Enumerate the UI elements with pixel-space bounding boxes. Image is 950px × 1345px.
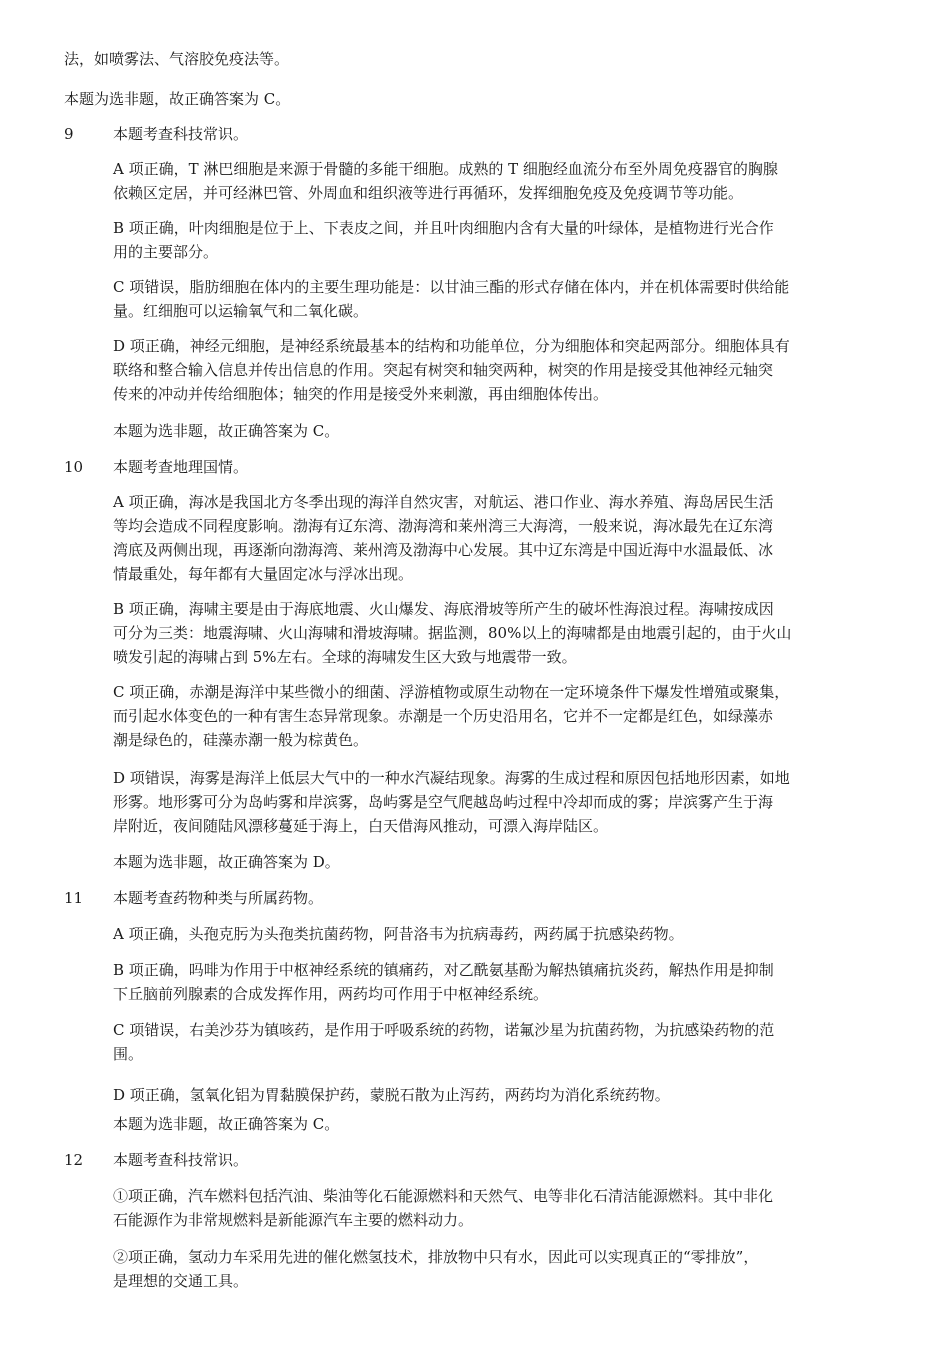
q11-title: 本题考查药物种类与所属药物。 (113, 889, 324, 907)
q11-c-line: 围。 (113, 1045, 144, 1063)
q9-b-line: B 项正确，叶肉细胞是位于上、下表皮之间，并且叶肉细胞内含有大量的叶绿体，是植物进行光合作 (113, 219, 774, 237)
q9-c-line: C 项错误，脂肪细胞在体内的主要生理功能是：以甘油三酯的形式存储在体内，并在机体需要时供给能 (113, 278, 790, 296)
q12-number: 12 (64, 1151, 84, 1169)
q10-a-line: 湾底及两侧出现，再逐渐向渤海湾、莱州湾及渤海中心发展。其中辽东湾是中国近海中水温最低、冰 (113, 541, 774, 559)
q11-number: 11 (64, 889, 84, 907)
q12-option1-line: ①项正确，汽车燃料包括汽油、柴油等化石能源燃料和天然气、电等非化石清洁能源燃料。其中非化 (113, 1187, 774, 1205)
intro-answer: 本题为选非题，故正确答案为 C。 (64, 90, 291, 108)
q10-title: 本题考查地理国情。 (113, 458, 249, 476)
q10-d-line: 形雾。地形雾可分为岛屿雾和岸滨雾，岛屿雾是空气爬越岛屿过程中冷却而成的雾；岸滨雾产生于海 (113, 793, 774, 811)
q10-number: 10 (64, 458, 84, 476)
q9-c-line: 量。红细胞可以运输氧气和二氧化碳。 (113, 302, 369, 320)
q9-d-line: 传来的冲动并传给细胞体；轴突的作用是接受外来刺激，再由细胞体传出。 (113, 385, 609, 403)
q11-a-line: A 项正确，头孢克肟为头孢类抗菌药物，阿昔洛韦为抗病毒药，两药属于抗感染药物。 (113, 925, 684, 943)
q9-a-line: 依赖区定居，并可经淋巴管、外周血和组织液等进行再循环，发挥细胞免疫及免疫调节等功能。 (113, 184, 744, 202)
q10-answer: 本题为选非题，故正确答案为 D。 (113, 853, 340, 871)
q12-option2-line: ②项正确，氢动力车采用先进的催化燃氢技术，排放物中只有水，因此可以实现真正的“零排放”， (113, 1248, 759, 1266)
q10-a-line: 情最重处，每年都有大量固定冰与浮冰出现。 (113, 565, 414, 583)
q10-b-line: 喷发引起的海啸占到 5%左右。全球的海啸发生区大致与地震带一致。 (113, 648, 577, 666)
intro-line: 法，如喷雾法、气溶胶免疫法等。 (64, 50, 290, 68)
q9-d-line: 联络和整合输入信息并传出信息的作用。突起有树突和轴突两种，树突的作用是接受其他神经元轴突 (113, 361, 774, 379)
q10-d-line: 岸附近，夜间随陆风漂移蔓延于海上，白天借海风推动，可漂入海岸陆区。 (113, 817, 609, 835)
q12-title: 本题考查科技常识。 (113, 1151, 249, 1169)
q9-b-line: 用的主要部分。 (113, 243, 219, 261)
q10-b-line: 可分为三类：地震海啸、火山海啸和滑坡海啸。据监测，80%以上的海啸都是由地震引起的，由于火山 (113, 624, 792, 642)
q9-title: 本题考查科技常识。 (113, 125, 249, 143)
q9-a-line: A 项正确，T 淋巴细胞是来源于骨髓的多能干细胞。成熟的 T 细胞经血流分布至外周免疫器官的胸腺 (113, 160, 778, 178)
q10-c-line: 而引起水体变色的一种有害生态异常现象。赤潮是一个历史沿用名，它并不一定都是红色，如绿藻赤 (113, 707, 774, 725)
q11-b-line: B 项正确，吗啡为作用于中枢神经系统的镇痛药，对乙酰氨基酚为解热镇痛抗炎药，解热作用是抑制 (113, 961, 774, 979)
q11-answer: 本题为选非题，故正确答案为 C。 (113, 1115, 340, 1133)
q12-option1-line: 石能源作为非常规燃料是新能源汽车主要的燃料动力。 (113, 1211, 474, 1229)
q10-b-line: B 项正确，海啸主要是由于海底地震、火山爆发、海底滑坡等所产生的破坏性海浪过程。海啸按成因 (113, 600, 774, 618)
q11-d-line: D 项正确，氢氧化铝为胃黏膜保护药，蒙脱石散为止泻药，两药均为消化系统药物。 (113, 1086, 670, 1104)
q10-a-line: 等均会造成不同程度影响。渤海有辽东湾、渤海湾和莱州湾三大海湾，一般来说，海冰最先在辽东湾 (113, 517, 774, 535)
q11-c-line: C 项错误，右美沙芬为镇咳药，是作用于呼吸系统的药物，诺氟沙星为抗菌药物，为抗感染药物的范 (113, 1021, 775, 1039)
q12-option2-line: 是理想的交通工具。 (113, 1272, 249, 1290)
q9-number: 9 (64, 125, 74, 143)
q10-c-line: C 项正确，赤潮是海洋中某些微小的细菌、浮游植物或原生动物在一定环境条件下爆发性增殖或聚集， (113, 683, 790, 701)
q9-d-line: D 项正确，神经元细胞，是神经系统最基本的结构和功能单位，分为细胞体和突起两部分。细胞体具有 (113, 337, 790, 355)
q10-a-line: A 项正确，海冰是我国北方冬季出现的海洋自然灾害，对航运、港口作业、海水养殖、海岛居民生活 (113, 493, 774, 511)
q10-c-line: 潮是绿色的，硅藻赤潮一般为棕黄色。 (113, 731, 369, 749)
q9-answer: 本题为选非题，故正确答案为 C。 (113, 422, 340, 440)
q10-d-line: D 项错误，海雾是海洋上低层大气中的一种水汽凝结现象。海雾的生成过程和原因包括地形因素，如地 (113, 769, 790, 787)
q11-b-line: 下丘脑前列腺素的合成发挥作用，两药均可作用于中枢神经系统。 (113, 985, 549, 1003)
